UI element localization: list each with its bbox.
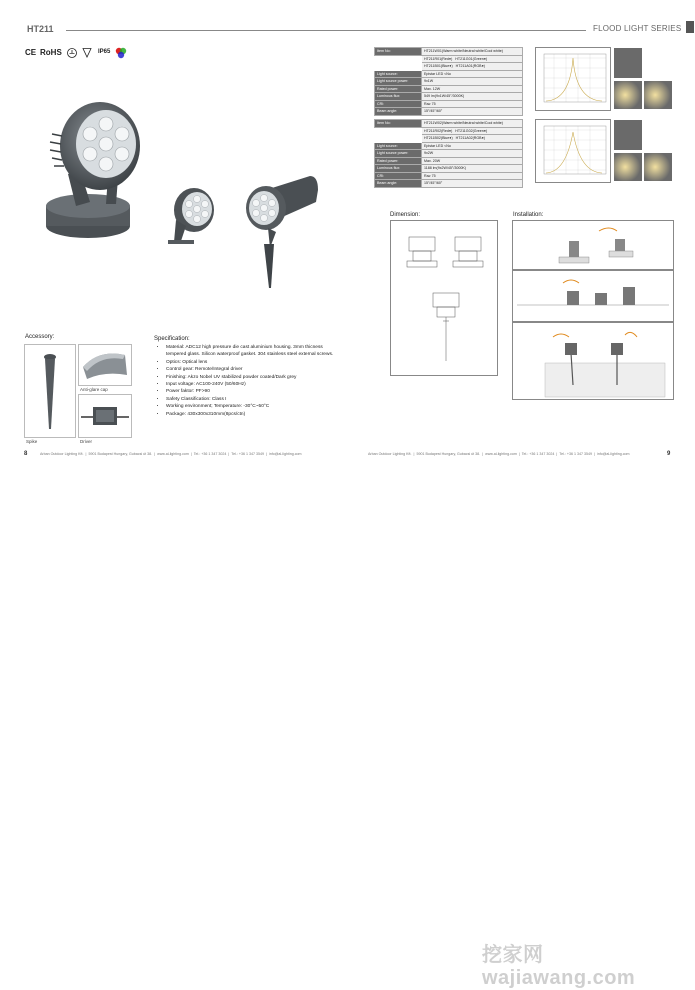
driver-icon [79,395,131,437]
small-flood-light-image [162,186,220,252]
page-number-left: 8 [24,451,28,457]
dimension-drawing [390,220,498,376]
dimension-sketch [391,221,497,375]
spec-table-1 [374,47,523,116]
footer-company: Arban Outdoor Lighting Kft. [40,452,84,456]
table-value: Max. 12W [422,85,523,93]
table-value: HT211W01(Warm white/Neutral white/Cool white) [422,48,523,56]
table-key: Luminous flux: [375,165,422,173]
installation-step-1 [512,220,674,270]
accessory-title: Accessory: [25,334,55,340]
footer-address: 5901 Budapest Hungary, Gubacsi út 38. [88,452,153,456]
footer-address: 5901 Budapest Hungary, Gubacsi út 38. [416,452,481,456]
ce-mark: CE [25,48,37,57]
spec-item: • Control gear: Remote/Integral driver [166,366,344,373]
specification-list [156,344,344,418]
footer-email: info@al-lighting.com [596,452,630,456]
variant-red: HT211R02(Red●) [424,128,453,133]
installation-step-3 [512,322,674,400]
variant-blue: HT211B02(Blue●) [424,136,453,141]
installation-sketch-2 [513,271,673,321]
table-value: Epistar LED <No [422,142,523,150]
rgb-icon [114,47,128,59]
driver-label: Driver [80,439,92,444]
table-key: CRI: [375,100,422,108]
table-key: Light source: [375,142,422,150]
table-key: Beam angle: [375,108,422,116]
footer-email: info@al-lighting.com [268,452,302,456]
table-value: 15°/45°/60° [422,108,523,116]
light-distribution-chart-2 [535,119,611,183]
table-value: HT211W02(Warm white/Neutral white/Cool white) [422,120,523,128]
beam-thumb-4 [614,120,642,150]
table-key: CRI: [375,172,422,180]
installation-sketch-1 [513,221,673,269]
spike-accessory-box [24,344,76,438]
spec-item: • Material: ADC12 high pressure die cast aluminium housing. 3mm thicness tempered glass. Silicon waterproof gasket. 304 stainless steel external screws. [166,344,344,359]
footer-right: Arban Outdoor Lighting Kft. | 5901 Budapest Hungary, Gubacsi út 38. | www.al-lighting.com | Tel.: +36 1 347 3024 | Tel.: +36 1 347 3549 | info@al-lighting.com [368,452,630,456]
table-value: 15°/45°/60° [422,180,523,188]
table-value: 9x1W [422,78,523,86]
installation-title: Installation: [513,212,544,218]
variant-row [422,135,523,143]
beam-thumb-1 [614,48,642,78]
spec-item: • Finishing: Akzo Nobel UV stabilized powder coated/Dark grey [166,374,344,381]
rohs-mark: RoHS [40,48,62,57]
table-key: Beam angle: [375,180,422,188]
spec-item: • Safety Classification: Class I [166,396,344,403]
beam-thumb-5 [614,153,642,181]
spec-item: • Power faktor: PF>90 [166,388,344,395]
spec-item: • Package: 430x300x310mm(8pcs/ctn) [166,411,344,418]
table-value: 549 lm(9x1W/45°/3000K) [422,93,523,101]
anti-glare-cap-icon [79,345,131,385]
beam-thumb-3 [644,81,672,109]
footer-web: www.al-lighting.com [157,452,189,456]
table-key: Light source power: [375,150,422,158]
table-key: Luminous flux: [375,93,422,101]
specification-title: Specification: [154,336,190,342]
table-value: 1188 lm(9x2W/45°/3000K) [422,165,523,173]
tuv-icon [83,49,91,58]
installation-step-2 [512,270,674,322]
variant-red: HT211R01(Red●) [424,56,453,61]
beam-thumb-6 [644,153,672,181]
variant-green: HT211G01(Green●) [455,56,488,61]
table-value: Epistar LED <No [422,70,523,78]
watermark: 挖家网 wajiawang.com [482,944,636,989]
table-key: Item No: [375,48,422,56]
spike-flood-light-image [238,170,320,290]
spec-item: • Working environment; Temperature: -30°C~50°C [166,403,344,410]
table-key: Light source power: [375,78,422,86]
table-key: Rated power: [375,85,422,93]
beam-thumb-2 [614,81,642,109]
spec-item: • Input voltage: AC100-240V (50/60Hz) [166,381,344,388]
variant-row [422,55,523,63]
variant-rgb: HT211A02(RGB●) [455,136,485,141]
installation-sketch-3 [513,323,673,399]
table-key: Item No: [375,120,422,128]
driver-accessory-box [78,394,132,438]
spike-label: Spike [26,439,38,444]
table-value: Max. 20W [422,157,523,165]
spike-icon [25,345,75,437]
table-value: Ra≥ 75 [422,100,523,108]
spec-item: • Optics: Optical lens [166,359,344,366]
header-tab [686,21,694,33]
ip-mark: IP65 [98,49,111,55]
variant-rgb: HT211A01(RGB●) [455,64,485,69]
table-key: Rated power: [375,157,422,165]
footer-tel2: Tel.: +36 1 347 3549 [231,452,264,456]
anti-glare-cap-box [78,344,132,386]
table-value: Ra≥ 75 [422,172,523,180]
large-flood-light-image [28,94,148,254]
anti-glare-cap-label: Anti-glare cap [80,387,108,392]
variant-blue: HT211B01(Blue●) [424,64,453,69]
header-rule [66,30,586,31]
footer-company: Arban Outdoor Lighting Kft. [368,452,412,456]
footer-web: www.al-lighting.com [485,452,517,456]
footer-left: Arban Outdoor Lighting Kft. | 5901 Budapest Hungary, Gubacsi út 38. | www.al-lighting.com | Tel.: +36 1 347 3024 | Tel.: +36 1 347 3549 | info@al-lighting.com [40,452,302,456]
variant-row [422,63,523,71]
variant-green: HT211G02(Green●) [455,128,488,133]
spec-table-2 [374,119,523,188]
footer-tel1: Tel.: +36 1 347 3024 [193,452,227,456]
series-title: FLOOD LIGHT SERIES [593,24,682,33]
table-value: 9x2W [422,150,523,158]
footer-tel1: Tel.: +36 1 347 3024 [521,452,555,456]
model-title: HT211 [27,24,54,34]
table-key: Light source: [375,70,422,78]
footer-tel2: Tel.: +36 1 347 3549 [559,452,592,456]
dimension-title: Dimension: [390,212,421,218]
light-distribution-chart-1 [535,47,611,111]
cert-icons [66,47,96,59]
variant-row [422,127,523,135]
page-number-right: 9 [667,451,671,457]
